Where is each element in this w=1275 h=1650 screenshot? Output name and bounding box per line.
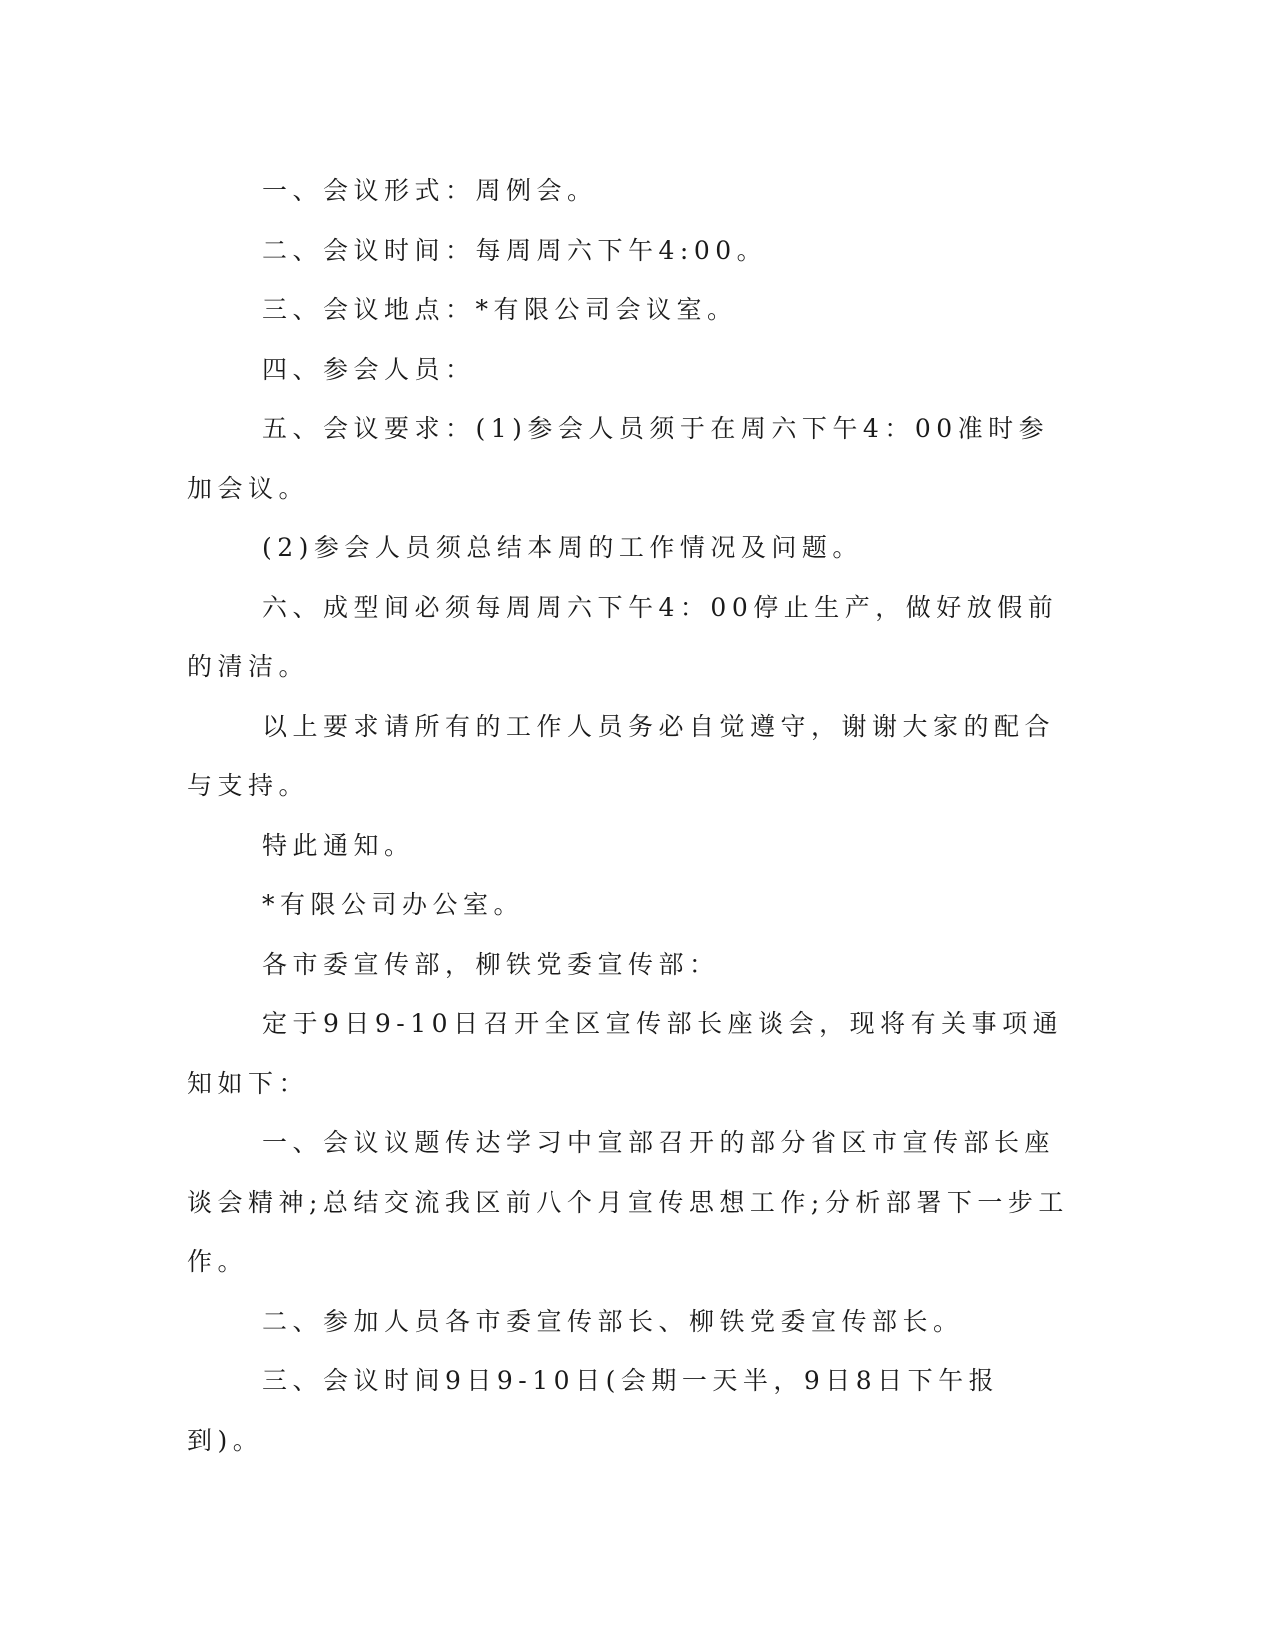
- paragraph-attendees: 四、参会人员：: [262, 354, 476, 384]
- paragraph-requirement-2: (2)参会人员须总结本周的工作情况及问题。: [262, 533, 863, 562]
- paragraph-recipients: 各市委宣传部，柳铁党委宣传部：: [262, 949, 720, 979]
- paragraph-meeting-requirements: 五、会议要求：(1)参会人员须于在周六下午4：00准时参加会议。: [187, 414, 1050, 503]
- paragraph-participants: 二、参加人员各市委宣传部长、柳铁党委宣传部长。: [262, 1306, 964, 1336]
- paragraph-notice: 特此通知。: [262, 830, 415, 860]
- paragraph-symposium-intro: 定于9日9-10日召开全区宣传部长座谈会，现将有关事项通知如下：: [187, 1009, 1064, 1098]
- paragraph-agenda: 一、会议议题传达学习中宣部召开的部分省区市宣传部长座谈会精神;总结交流我区前八个月宣传思想工作;分析部署下一步工作。: [187, 1128, 1069, 1276]
- document-body: [187, 161, 1073, 1470]
- paragraph-meeting-location: 三、会议地点：*有限公司会议室。: [262, 295, 738, 324]
- paragraph-meeting-format: 一、会议形式：周例会。: [262, 176, 598, 205]
- paragraph-production-stop: 六、成型间必须每周周六下午4：00停止生产，做好放假前的清洁。: [187, 592, 1059, 681]
- paragraph-schedule: 三、会议时间9日9-10日(会期一天半，9日8日下午报到)。: [187, 1366, 1000, 1455]
- paragraph-office-signature: *有限公司办公室。: [262, 890, 525, 919]
- paragraph-meeting-time: 二、会议时间：每周周六下午4:00。: [262, 235, 768, 265]
- paragraph-compliance: 以上要求请所有的工作人员务必自觉遵守，谢谢大家的配合与支持。: [187, 711, 1056, 800]
